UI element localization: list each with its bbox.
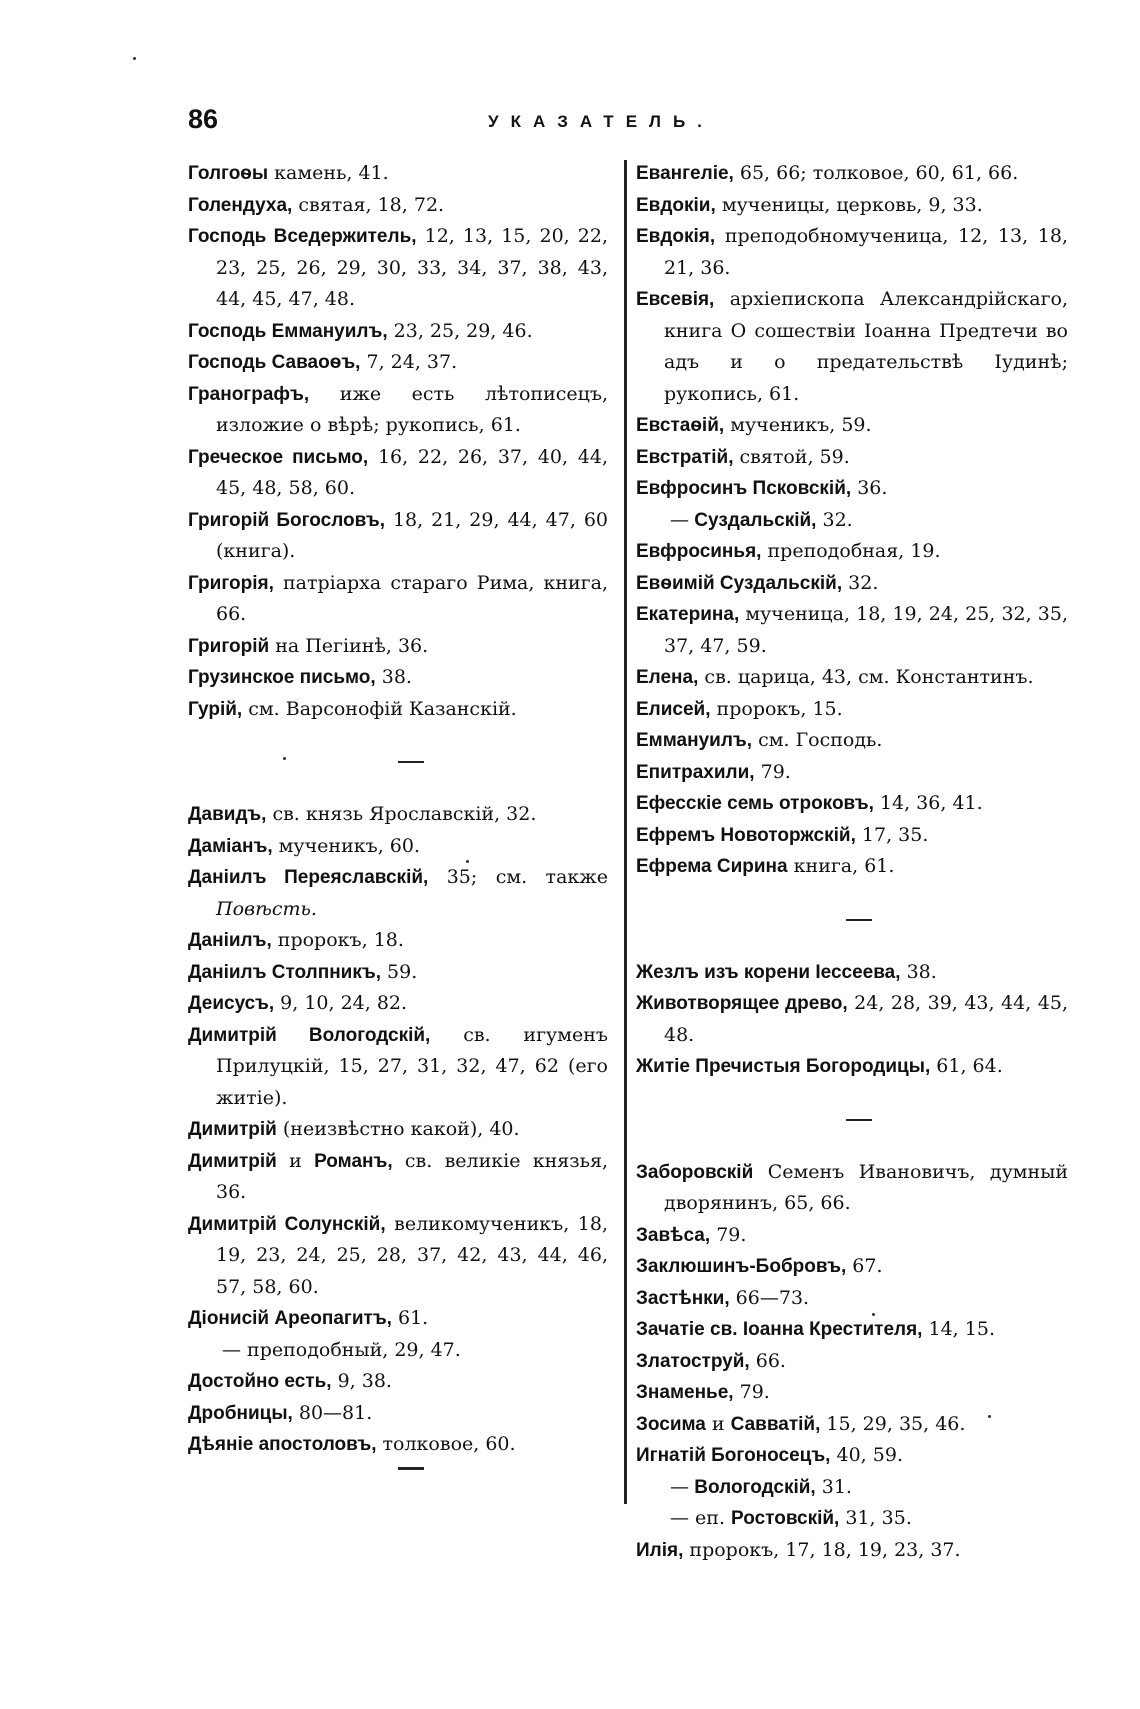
index-entry xyxy=(188,158,608,190)
entry-text: преподобномученица, 12, 13, 18, 21, 36. xyxy=(664,225,1068,279)
entry-text: 32. xyxy=(842,571,879,594)
index-entry xyxy=(188,1114,608,1146)
index-entry xyxy=(188,1335,608,1367)
entry-text: камень, 41. xyxy=(268,162,389,184)
index-entry xyxy=(188,694,608,726)
section-separator xyxy=(188,725,608,799)
entry-headword: Жезлъ изъ корени Іессеева, xyxy=(636,961,901,983)
entry-headword: Давидъ, xyxy=(188,804,267,825)
entry-text: 36. xyxy=(851,477,888,499)
index-entry xyxy=(188,221,608,316)
index-entry xyxy=(188,862,608,925)
paper-speck xyxy=(872,1313,875,1316)
entry-text: патріарха стараго Рима, книга, 66. xyxy=(216,571,608,625)
entry-headword: Достойно есть, xyxy=(188,1371,332,1392)
page-header xyxy=(188,104,938,144)
entry-headword: Екатерина, xyxy=(636,604,740,625)
entry-headword: Грузинское письмо, xyxy=(188,667,376,688)
entry-headword: Голендуха, xyxy=(188,194,293,216)
entry-text: 18, 21, 29, 44, 47, 60 (книга). xyxy=(216,508,608,562)
entry-headword: Даніилъ, xyxy=(188,930,272,951)
index-entry xyxy=(636,1503,1068,1535)
index-entry xyxy=(636,1251,1068,1283)
entry-text: 9, 10, 24, 82. xyxy=(274,992,408,1014)
index-entry xyxy=(188,799,608,831)
entry-text: преподобная, 19. xyxy=(761,540,941,562)
running-head: УКАЗАТЕЛЬ. xyxy=(488,112,714,131)
entry-headword: Ефесскіе семь отроковъ, xyxy=(636,793,874,814)
entry-headword: Житіе Пречистыя Богородицы, xyxy=(636,1056,931,1077)
index-entry xyxy=(188,1020,608,1115)
index-entry xyxy=(188,662,608,694)
paper-speck xyxy=(283,757,286,760)
entry-headword: Димитрій xyxy=(188,1119,277,1140)
entry-headword: Греческое письмо, xyxy=(188,446,369,468)
entry-reference-italic: Повѣсть. xyxy=(216,897,317,920)
entry-headword: Димитрій Солунскій, xyxy=(188,1213,386,1235)
entry-headword: Савватій, xyxy=(730,1413,821,1435)
separator-rule xyxy=(398,761,424,763)
ditto-dash: — xyxy=(222,1338,241,1361)
entry-headword: Игнатій Богоносецъ, xyxy=(636,1445,831,1466)
entry-text: 79. xyxy=(754,760,791,783)
entry-headword: Ростовскій, xyxy=(731,1508,840,1529)
entry-headword: Дробницы, xyxy=(188,1402,293,1424)
entry-headword: Евсевія, xyxy=(636,289,715,310)
entry-text: 80—81. xyxy=(292,1401,373,1424)
entry-headword: Евстаѳій, xyxy=(636,415,725,436)
paper-speck xyxy=(466,860,469,863)
index-entry xyxy=(636,1409,1068,1441)
entry-headword: Евдокія, xyxy=(636,226,716,247)
entry-text: преподобный, 29, 47. xyxy=(241,1338,461,1361)
index-entry xyxy=(188,190,608,222)
index-entry xyxy=(188,1146,608,1209)
entry-text: на Пегіинѣ, 36. xyxy=(269,634,429,657)
entry-headword: Димитрій xyxy=(188,1150,277,1172)
index-entry xyxy=(636,442,1068,474)
entry-headword: Гранографъ, xyxy=(188,383,310,405)
entry-headword: Господь Еммануилъ, xyxy=(188,320,388,342)
entry-text: 12, 13, 15, 20, 22, 23, 25, 26, 29, 30, 33, 34, 37, 38, 43, 44, 45, 47, 48. xyxy=(216,225,608,310)
entry-headword: Зачатіе св. Іоанна Крестителя, xyxy=(636,1319,923,1340)
entry-text: 7, 24, 37. xyxy=(360,351,458,373)
entry-text: иже есть лѣтописецъ, изложие о вѣрѣ; рукопись, 61. xyxy=(216,382,608,436)
entry-text: св. князь Ярославскій, 32. xyxy=(266,803,537,825)
entry-headword: Застѣнки, xyxy=(636,1287,730,1309)
entry-headword: Даніилъ Столпникъ, xyxy=(188,961,381,983)
entry-text: 15, 29, 35, 46. xyxy=(820,1412,966,1435)
entry-headword: Господь Вседержитель, xyxy=(188,226,417,247)
entry-text: 9, 38. xyxy=(331,1370,392,1392)
entry-text: 59. xyxy=(381,960,418,983)
index-entry xyxy=(636,1377,1068,1409)
entry-text: 38. xyxy=(375,666,412,688)
index-entry xyxy=(188,316,608,348)
index-entry xyxy=(636,851,1068,883)
entry-headword: Заклюшинъ-Бобровъ, xyxy=(636,1256,847,1277)
index-entry xyxy=(188,631,608,663)
index-entry xyxy=(188,1429,608,1461)
entry-text: 67. xyxy=(846,1255,883,1277)
entry-headword: Вологодскій, xyxy=(689,1476,816,1498)
entry-headword: Елена, xyxy=(636,667,699,688)
entry-headword: Епитрахили, xyxy=(636,761,755,783)
index-column-right xyxy=(636,158,1068,1566)
entry-text: св. игуменъ Прилуцкій, 15, 27, 31, 32, 47, 62 (его житіе). xyxy=(216,1023,608,1109)
index-entry xyxy=(636,820,1068,852)
entry-text: 66. xyxy=(749,1349,786,1372)
index-entry xyxy=(636,957,1068,989)
entry-conjunction: и xyxy=(276,1149,315,1172)
entry-text: святой, 59. xyxy=(733,445,850,468)
entry-headword: Знаменье, xyxy=(636,1382,734,1403)
entry-text: мученикъ, 59. xyxy=(724,414,872,436)
entry-text: 65, 66; толковое, 60, 61, 66. xyxy=(733,162,1019,184)
entry-text: 40, 59. xyxy=(830,1444,903,1466)
entry-headword: Златоструй, xyxy=(636,1350,750,1372)
entry-text: пророкъ, 15. xyxy=(710,697,843,720)
index-entry xyxy=(636,221,1068,284)
entry-text: 17, 35. xyxy=(855,823,929,846)
separator-rule xyxy=(846,919,872,921)
entry-text: 16, 22, 26, 37, 40, 44, 45, 48, 58, 60. xyxy=(216,445,608,499)
entry-headword: Димитрій Вологодскій, xyxy=(188,1024,431,1046)
entry-headword: Даміанъ, xyxy=(188,835,273,857)
index-entry xyxy=(636,1440,1068,1472)
index-entry xyxy=(636,1220,1068,1252)
entry-text: еп. xyxy=(689,1507,732,1529)
index-entry xyxy=(188,379,608,442)
entry-text: книга, 61. xyxy=(787,855,895,877)
entry-text: св. царица, 43, см. Константинъ. xyxy=(698,666,1034,688)
entry-headword: Голгоѳы xyxy=(188,163,269,184)
index-entry xyxy=(188,925,608,957)
entry-text: см. Господь. xyxy=(752,729,883,751)
index-entry xyxy=(636,190,1068,222)
entry-headword: Евѳимій Суздальскій, xyxy=(636,572,843,594)
index-entry xyxy=(636,505,1068,537)
entry-text: 61. xyxy=(391,1307,429,1329)
entry-text: толковое, 60. xyxy=(376,1433,516,1455)
index-entry xyxy=(188,347,608,379)
entry-text: 24, 28, 39, 43, 44, 45, 48. xyxy=(664,992,1068,1046)
entry-text: мученикъ, 60. xyxy=(272,834,420,857)
entry-text: пророкъ, 17, 18, 19, 23, 37. xyxy=(683,1538,961,1561)
index-entry xyxy=(188,505,608,568)
entry-headword: Заборовскій xyxy=(636,1161,754,1183)
section-separator xyxy=(636,1083,1068,1157)
entry-headword: Елисей, xyxy=(636,698,711,720)
entry-text: 14, 36, 41. xyxy=(873,792,983,814)
entry-text: 79. xyxy=(710,1223,747,1246)
entry-text: см. Варсонофій Казанскій. xyxy=(242,697,517,720)
entry-headword: Дѣяніе апостоловъ, xyxy=(188,1434,377,1455)
index-entry xyxy=(636,158,1068,190)
entry-headword: Даніилъ Переяславскій, xyxy=(188,867,429,888)
index-entry xyxy=(188,1209,608,1304)
entry-text: 66—73. xyxy=(729,1286,810,1309)
entry-headword: Илія, xyxy=(636,1539,684,1561)
page-number: 86 xyxy=(188,104,219,134)
index-entry xyxy=(636,988,1068,1051)
separator-rule xyxy=(846,1119,872,1121)
entry-text: 61, 64. xyxy=(930,1055,1003,1077)
entry-headword: Еммануилъ, xyxy=(636,730,753,751)
index-entry xyxy=(188,568,608,631)
column-divider xyxy=(624,160,627,1504)
paper-speck xyxy=(133,57,136,60)
entry-headword: Григорій xyxy=(188,635,270,657)
entry-text: 32. xyxy=(816,508,853,531)
entry-text: 38. xyxy=(900,960,937,983)
index-entry xyxy=(636,536,1068,568)
entry-text: 31, 35. xyxy=(839,1507,912,1529)
index-entry xyxy=(636,568,1068,600)
index-entry xyxy=(636,1283,1068,1315)
entry-text: Семенъ Ивановичъ, думный дворянинъ, 65, 66. xyxy=(664,1160,1068,1214)
entry-text: 31. xyxy=(815,1475,852,1498)
entry-text: великомученикъ, 18, 19, 23, 24, 25, 28, 37, 42, 43, 44, 46, 57, 58, 60. xyxy=(216,1212,608,1298)
index-entry xyxy=(188,957,608,989)
ditto-dash: — xyxy=(670,508,689,531)
ditto-dash: — xyxy=(670,1507,689,1529)
index-entry xyxy=(636,599,1068,662)
index-column-left xyxy=(188,158,608,1461)
index-entry xyxy=(636,757,1068,789)
index-entry xyxy=(188,1398,608,1430)
index-entry xyxy=(636,1157,1068,1220)
index-entry xyxy=(188,1303,608,1335)
entry-text: (неизвѣстно какой), 40. xyxy=(276,1118,520,1140)
entry-text: мученица, 18, 19, 24, 25, 32, 35, 37, 47, 59. xyxy=(664,603,1068,657)
entry-headword: Ефрема Сирина xyxy=(636,856,788,877)
entry-text: пророкъ, 18. xyxy=(271,929,404,951)
index-entry xyxy=(188,831,608,863)
entry-headword: Суздальскій, xyxy=(689,509,817,531)
index-entry xyxy=(636,284,1068,410)
entry-headword: Евфросинъ Псковскій, xyxy=(636,478,852,499)
entry-text: св. великіе князья, 36. xyxy=(216,1149,608,1203)
entry-conjunction: и xyxy=(705,1412,731,1435)
index-entry xyxy=(636,662,1068,694)
entry-text: 23, 25, 29, 46. xyxy=(387,319,533,342)
entry-headword: Евстратій, xyxy=(636,446,734,468)
entry-text: святая, 18, 72. xyxy=(292,193,445,216)
entry-headword: Романъ, xyxy=(314,1150,393,1172)
entry-headword: Евфросинья, xyxy=(636,541,762,562)
index-entry xyxy=(636,788,1068,820)
index-entry xyxy=(636,1051,1068,1083)
entry-headword: Евангеліе, xyxy=(636,163,734,184)
entry-headword: Господь Саваоѳъ, xyxy=(188,352,361,373)
index-entry xyxy=(636,694,1068,726)
entry-headword: Ефремъ Новоторжскій, xyxy=(636,824,856,846)
ditto-dash: — xyxy=(670,1475,689,1498)
index-entry xyxy=(188,1366,608,1398)
entry-headword: Животворящее древо, xyxy=(636,993,848,1014)
entry-headword: Завѣса, xyxy=(636,1224,711,1246)
entry-headword: Діонисій Ареопагитъ, xyxy=(188,1308,392,1329)
entry-headword: Григорія, xyxy=(188,572,274,594)
section-separator xyxy=(636,883,1068,957)
index-entry xyxy=(188,988,608,1020)
entry-text: 35; см. также xyxy=(428,866,608,888)
entry-headword: Евдокіи, xyxy=(636,194,716,216)
index-entry xyxy=(636,1535,1068,1567)
entry-headword: Деисусъ, xyxy=(188,993,275,1014)
entry-text: 79. xyxy=(733,1381,770,1403)
entry-headword: Зосима xyxy=(636,1413,706,1435)
index-entry xyxy=(636,473,1068,505)
index-entry xyxy=(636,410,1068,442)
index-entry xyxy=(636,1472,1068,1504)
index-entry xyxy=(188,442,608,505)
entry-text: 14, 15. xyxy=(922,1318,995,1340)
index-entry xyxy=(636,1314,1068,1346)
entry-text: архіепископа Александрійскаго, книга О сошествіи Іоанна Предтечи во адъ и о предательствѣ Іудинѣ; рукопись, 61. xyxy=(664,288,1068,405)
paper-speck xyxy=(988,1415,991,1418)
entry-headword: Гурій, xyxy=(188,698,243,720)
index-entry xyxy=(636,725,1068,757)
entry-headword: Григорій Богословъ, xyxy=(188,509,385,531)
entry-text: мученицы, церковь, 9, 33. xyxy=(715,193,983,216)
end-rule xyxy=(398,1467,424,1470)
index-entry xyxy=(636,1346,1068,1378)
